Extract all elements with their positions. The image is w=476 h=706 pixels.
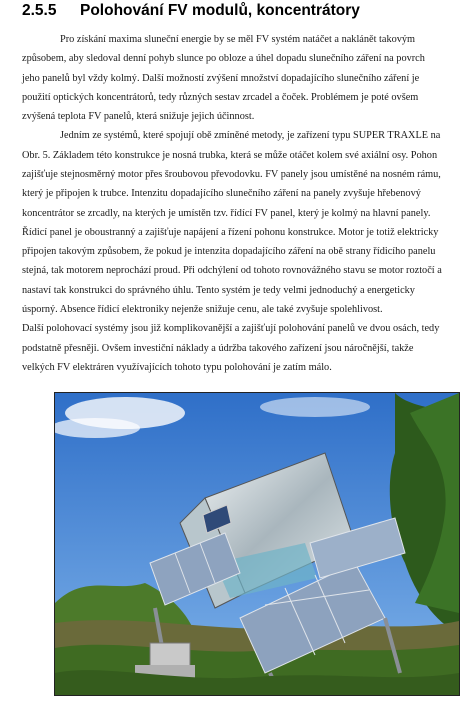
text-line: použití optických koncentrátorů, tedy různých sestav zrcadel a čoček. Problémem je poté ovšem bbox=[22, 92, 419, 103]
text-line: Obr. 5. Základem této konstrukce je nosná trubka, která se může otáčet kolem své axiální osy. Pohon bbox=[22, 150, 438, 161]
text-line: zajišťuje stejnosměrný motor přes šroubovou převodovku. FV panely jsou umístěné na nosném rámu, bbox=[22, 169, 441, 180]
text-line: zvýšená teplota FV panelů, která snižuje jejich účinnost. bbox=[22, 111, 255, 122]
text-line: Pro získání maxima sluneční energie by se měl FV systém natáčet a naklánět takovým bbox=[60, 34, 416, 45]
text-line: připojen takovým způsobem, že pokud je intenzita dopadajícího záření na obě strany řídicího panelu bbox=[22, 246, 436, 257]
solar-tracker-photo bbox=[54, 392, 460, 696]
section-number: 2.5.5 bbox=[22, 2, 57, 19]
text-line: stejná, tak motorem neprochází proud. Při odchýlení od tohoto rovnovážného stavu se motor roztočí a bbox=[22, 265, 442, 276]
text-line: podstatně přesněji. Ovšem investiční náklady a údržba takového zařízení jsou náročnější, takže bbox=[22, 343, 414, 354]
section-title: Polohování FV modulů, koncentrátory bbox=[80, 2, 360, 19]
text-line: koncentrátor se zrcadly, na kterých je umístěn tzv. řídící FV panel, který je kolmý na hlavní panely. bbox=[22, 208, 431, 219]
text-line: Řídicí panel je oboustranný a zajišťuje napájení a řízení pohonu konstrukce. Motor je totiž elektricky bbox=[22, 227, 439, 238]
text-line: způsobem, aby sledoval denní pohyb slunce po obloze a úhel dopadu slunečního záření na povrch bbox=[22, 53, 425, 64]
text-line: Jedním ze systémů, které spojují obě zmíněné metody, je zařízení typu SUPER TRAXLE na bbox=[60, 130, 441, 141]
text-line: velkých FV elektráren využívajících tohoto typu polohování je zatím málo. bbox=[22, 362, 332, 373]
text-line: Další polohovací systémy jsou již komplikovanější a zajišťují polohování panelů ve dvou osách, tedy bbox=[22, 323, 440, 334]
text-line: který je připojen k trubce. Intenzitu dopadajícího slunečního záření na panely zvyšuje hřebenový bbox=[22, 188, 421, 199]
text-line: úsporný. Absence řídicí elektroniky nejenže snižuje cenu, ale také zvyšuje spolehlivost. bbox=[22, 304, 383, 315]
section-heading bbox=[22, 2, 360, 20]
text-line: jeho panelů byl vždy kolmý. Další možností zvýšení množství dopadajícího slunečního záření je bbox=[22, 73, 420, 84]
text-line: nastaví tak konstrukci do správného úhlu. Tento systém je tedy velmi jednoduchý a energeticky bbox=[22, 285, 415, 296]
